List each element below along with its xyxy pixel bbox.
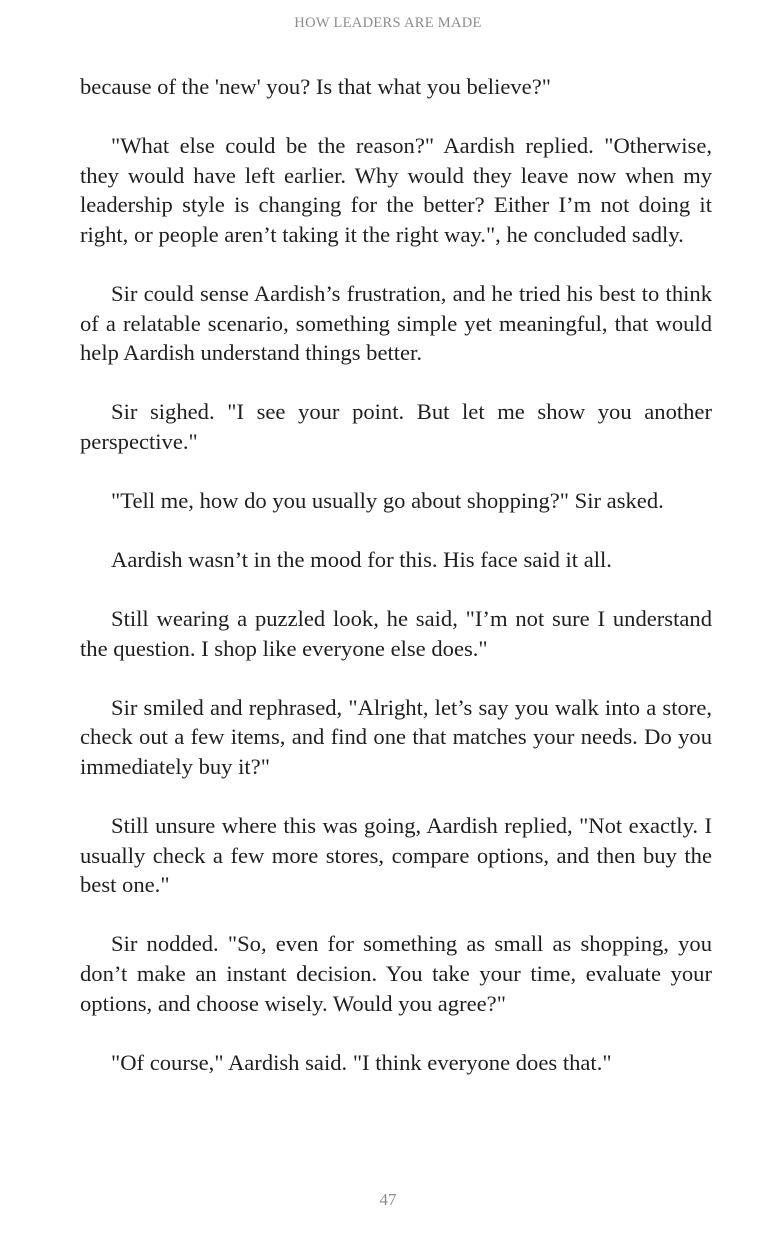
paragraph: Sir could sense Aardish’s frustration, and he tried his best to think of a relatable scenario, something simple yet meaningful, that would help Aardish understand things better.: [80, 280, 712, 366]
paragraph-continuation: because of the 'new' you? Is that what you believe?": [80, 74, 551, 99]
page-number: 47: [379, 1190, 397, 1209]
page-body: [80, 72, 712, 1107]
paragraph: "Of course," Aardish said. "I think everyone does that.": [111, 1049, 612, 1075]
paragraph: Sir nodded. "So, even for something as small as shopping, you don’t make an instant decision. You take your time, evaluate your options, and choose wisely. Would you agree?": [80, 931, 712, 1016]
paragraph: Aardish wasn’t in the mood for this. His face said it all.: [111, 547, 612, 573]
paragraph: Still unsure where this was going, Aardish replied, "Not exactly. I usually check a few more stores, compare options, and then buy the best one.": [80, 813, 712, 898]
paragraph: Sir smiled and rephrased, "Alright, let’s say you walk into a store, check out a few items, and find one that matches your needs. Do you immediately buy it?": [80, 694, 712, 779]
paragraph: "What else could be the reason?" Aardish replied. "Otherwise, they would have left earlier. Why would they leave now when my leadership style is changing for the better? Either I’m not doing it right, or people aren’t taking it the right way.", he concluded sadly.: [80, 133, 712, 247]
paragraph: "Tell me, how do you usually go about shopping?" Sir asked.: [111, 487, 664, 513]
paragraph: Still wearing a puzzled look, he said, "I’m not sure I understand the question. I shop like everyone else does.": [80, 606, 712, 661]
running-header: HOW LEADERS ARE MADE: [294, 15, 482, 31]
paragraph: Sir sighed. "I see your point. But let me show you another perspective.": [80, 399, 712, 454]
